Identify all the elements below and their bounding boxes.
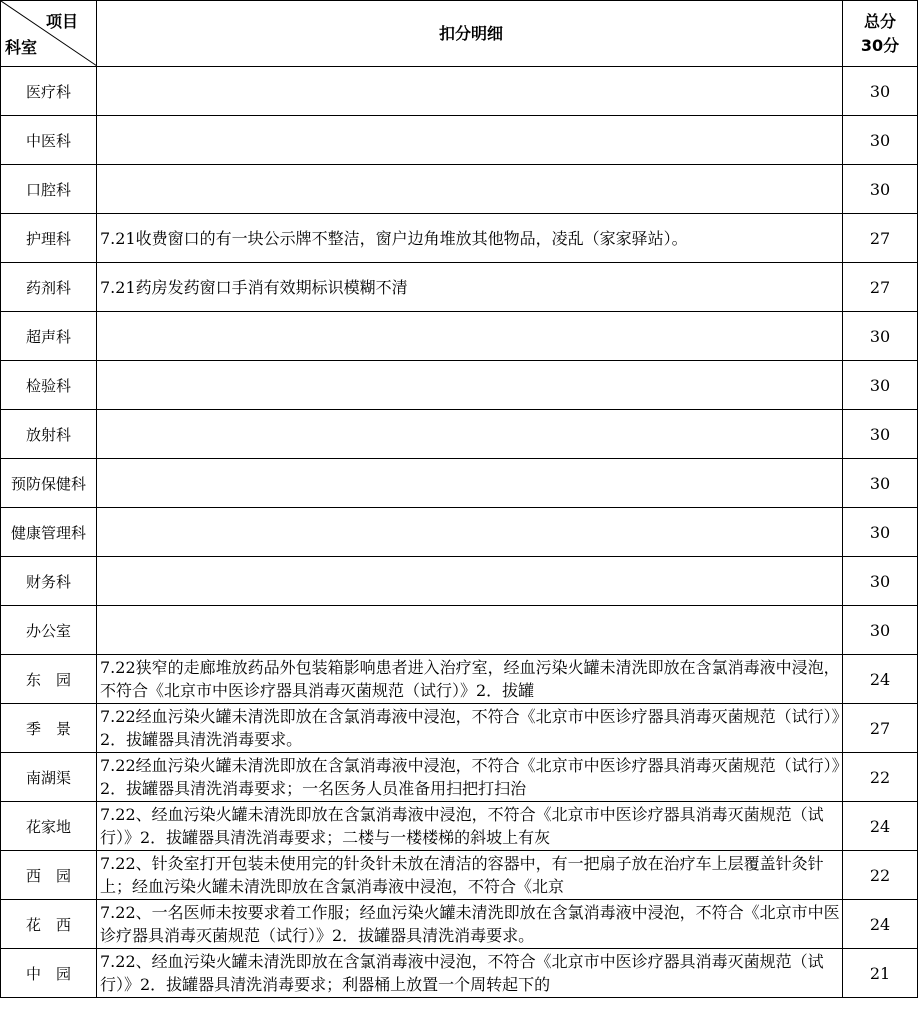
table-row [1, 165, 918, 214]
score-cell: 30 [843, 67, 918, 116]
detail-text: 7.22、一名医师未按要求着工作服；经血污染火罐未清洗即放在含氯消毒液中浸泡，不符合《北京市中医诊疗器具消毒灭菌规范（试行）》2．拔罐器具清洗消毒要求。 [100, 903, 840, 945]
detail-text: 7.22、经血污染火罐未清洗即放在含氯消毒液中浸泡，不符合《北京市中医诊疗器具消毒灭菌规范（试行）》2．拔罐器具清洗消毒要求；二楼与一楼楼梯的斜坡上有灰 [100, 805, 824, 847]
detail-cell [97, 655, 843, 704]
dept-cell: 健康管理科 [1, 508, 97, 557]
score-cell: 22 [843, 753, 918, 802]
score-cell: 30 [843, 459, 918, 508]
dept-cell: 花家地 [1, 802, 97, 851]
dept-cell: 西 园 [1, 851, 97, 900]
score-cell: 30 [843, 410, 918, 459]
dept-cell: 财务科 [1, 557, 97, 606]
score-cell: 24 [843, 802, 918, 851]
table-row [1, 410, 918, 459]
dept-cell: 办公室 [1, 606, 97, 655]
detail-cell [97, 900, 843, 949]
dept-cell: 中 园 [1, 949, 97, 998]
detail-text [100, 558, 842, 605]
detail-cell [97, 263, 843, 312]
score-cell: 27 [843, 214, 918, 263]
dept-cell: 药剂科 [1, 263, 97, 312]
detail-text [100, 607, 842, 654]
table-row [1, 900, 918, 949]
detail-text [100, 68, 842, 115]
table-row [1, 557, 918, 606]
detail-text: 7.22狭窄的走廊堆放药品外包装箱影响患者进入治疗室，经血污染火罐未清洗即放在含氯消毒液中浸泡，不符合《北京市中医诊疗器具消毒灭菌规范（试行）》2．拔罐 [100, 658, 840, 700]
diagonal-header-cell [1, 1, 97, 67]
detail-cell [97, 410, 843, 459]
detail-cell [97, 557, 843, 606]
score-cell: 27 [843, 263, 918, 312]
detail-text [100, 509, 842, 556]
table-row [1, 753, 918, 802]
detail-cell [97, 704, 843, 753]
score-cell: 30 [843, 361, 918, 410]
detail-text [100, 117, 842, 164]
score-cell: 30 [843, 116, 918, 165]
table-row [1, 802, 918, 851]
detail-text [100, 362, 842, 409]
detail-text: 7.21药房发药窗口手消有效期标识模糊不清 [100, 277, 408, 297]
dept-label: 科室 [5, 38, 38, 57]
total-header [843, 1, 918, 67]
dept-cell: 检验科 [1, 361, 97, 410]
score-cell: 30 [843, 312, 918, 361]
table-row [1, 214, 918, 263]
dept-cell: 花 西 [1, 900, 97, 949]
table-row [1, 361, 918, 410]
score-cell: 30 [843, 557, 918, 606]
detail-header: 扣分明细 [97, 1, 843, 67]
item-label: 项目 [45, 12, 78, 31]
dept-cell: 放射科 [1, 410, 97, 459]
detail-text [100, 166, 842, 213]
detail-cell [97, 949, 843, 998]
detail-text: 7.22、经血污染火罐未清洗即放在含氯消毒液中浸泡，不符合《北京市中医诊疗器具消毒灭菌规范（试行）》2．拔罐器具清洗消毒要求；利器桶上放置一个周转起下的 [100, 952, 824, 994]
score-cell: 30 [843, 508, 918, 557]
score-cell: 24 [843, 900, 918, 949]
score-cell: 27 [843, 704, 918, 753]
table-row [1, 851, 918, 900]
detail-cell [97, 508, 843, 557]
dept-cell: 中医科 [1, 116, 97, 165]
dept-cell: 季 景 [1, 704, 97, 753]
dept-cell: 预防保健科 [1, 459, 97, 508]
table-row [1, 606, 918, 655]
detail-text: 7.21收费窗口的有一块公示牌不整洁，窗户边角堆放其他物品，凌乱（家家驿站）。 [100, 228, 688, 248]
detail-cell [97, 753, 843, 802]
detail-cell [97, 312, 843, 361]
total-label-2: 30分 [860, 35, 900, 55]
dept-cell: 医疗科 [1, 67, 97, 116]
table-row [1, 263, 918, 312]
table-row [1, 459, 918, 508]
table-row [1, 949, 918, 998]
dept-cell: 超声科 [1, 312, 97, 361]
table-row [1, 312, 918, 361]
score-cell: 24 [843, 655, 918, 704]
detail-cell [97, 165, 843, 214]
detail-cell [97, 67, 843, 116]
table-row [1, 655, 918, 704]
table-row [1, 704, 918, 753]
detail-cell [97, 116, 843, 165]
dept-cell: 南湖渠 [1, 753, 97, 802]
detail-cell [97, 459, 843, 508]
header-row [1, 1, 918, 67]
detail-text [100, 313, 842, 360]
detail-cell [97, 851, 843, 900]
table-row [1, 508, 918, 557]
score-cell: 21 [843, 949, 918, 998]
detail-cell [97, 361, 843, 410]
table-row [1, 67, 918, 116]
detail-cell [97, 606, 843, 655]
detail-text: 7.22、针灸室打开包装未使用完的针灸针未放在清洁的容器中，有一把扇子放在治疗车上层覆盖针灸针上；经血污染火罐未清洗即放在含氯消毒液中浸泡，不符合《北京 [100, 854, 824, 896]
total-label-1: 总分 [863, 11, 896, 31]
detail-cell [97, 802, 843, 851]
score-cell: 22 [843, 851, 918, 900]
detail-cell [97, 214, 843, 263]
dept-cell: 口腔科 [1, 165, 97, 214]
table-row [1, 116, 918, 165]
score-cell: 30 [843, 606, 918, 655]
score-cell: 30 [843, 165, 918, 214]
detail-text: 7.22经血污染火罐未清洗即放在含氯消毒液中浸泡，不符合《北京市中医诊疗器具消毒灭菌规范（试行）》2．拔罐器具清洗消毒要求；一名医务人员准备用扫把打扫治 [100, 756, 840, 798]
detail-text: 7.22经血污染火罐未清洗即放在含氯消毒液中浸泡，不符合《北京市中医诊疗器具消毒灭菌规范（试行）》2．拔罐器具清洗消毒要求。 [100, 707, 840, 749]
dept-cell: 东 园 [1, 655, 97, 704]
detail-text [100, 460, 842, 507]
dept-cell: 护理科 [1, 214, 97, 263]
detail-text [100, 411, 842, 458]
